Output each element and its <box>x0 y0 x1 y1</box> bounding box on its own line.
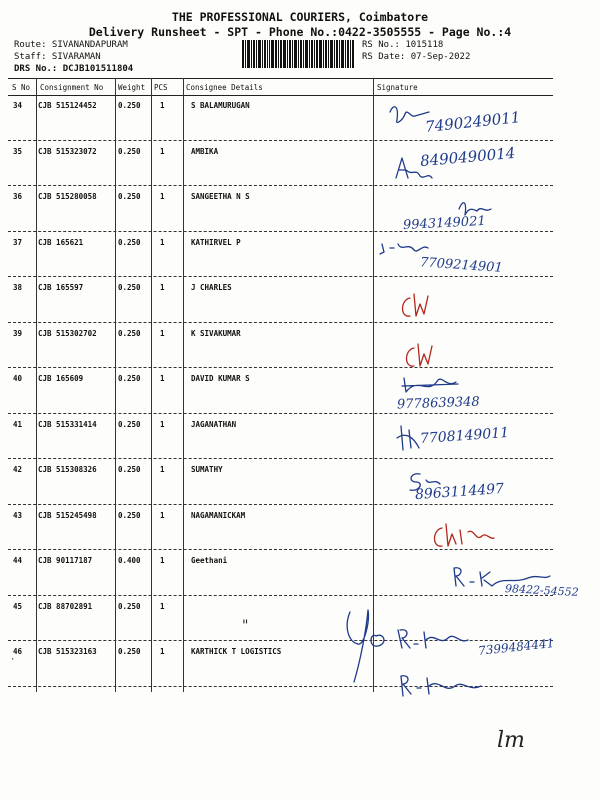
row-weight: 0.250 <box>118 192 141 201</box>
row-separator <box>8 322 553 323</box>
row-consignment-no: CJB 515245498 <box>38 510 97 520</box>
column-divider <box>115 78 116 692</box>
row-weight: 0.400 <box>118 556 141 565</box>
row-consignee: J CHARLES <box>191 283 232 292</box>
row-consignee: SANGEETHA N S <box>191 192 250 201</box>
row-pcs: 1 <box>160 510 165 520</box>
rs-number: RS No.: 1015118 <box>362 40 444 50</box>
staff-label: Staff: SIVARAMAN <box>14 52 101 62</box>
row-separator <box>8 231 553 232</box>
row-weight: 0.250 <box>118 283 141 292</box>
table-top-rule <box>8 78 553 79</box>
row-weight: 0.250 <box>118 146 141 156</box>
row-weight: 0.250 <box>118 601 141 611</box>
row-consignment-no: CJB 515280058 <box>38 192 97 201</box>
col-header-signature: Signature <box>377 83 418 92</box>
row-sno: 46 <box>13 647 23 656</box>
drs-number: DRS No.: DCJB101511804 <box>14 64 134 74</box>
row-consignee: S BALAMURUGAN <box>191 101 250 110</box>
row-pcs: 1 <box>160 419 165 429</box>
row-consignment-no: CJB 515323163 <box>38 647 97 656</box>
column-divider <box>151 78 152 692</box>
row-sno: 34 <box>13 101 23 110</box>
signature-row-43 <box>430 520 510 555</box>
company-title: THE PROFESSIONAL COURIERS, Coimbatore <box>171 10 429 24</box>
row-consignee: K SIVAKUMAR <box>191 328 241 338</box>
row-consignment-no: CJB 515302702 <box>38 328 97 338</box>
row-weight: 0.250 <box>118 101 141 110</box>
row-consignee: Geethani <box>191 556 228 565</box>
row-separator <box>8 504 553 505</box>
row-pcs: 1 <box>160 237 165 247</box>
row-consignment-no: CJB 165597 <box>38 283 84 292</box>
row-pcs: 1 <box>160 465 165 474</box>
table-header-rule <box>8 95 553 96</box>
ditto-mark: " <box>242 618 249 634</box>
signature-row-39 <box>402 340 442 375</box>
row-sno: 42 <box>13 465 23 474</box>
signature-phone-41: 7708149011 <box>419 424 510 448</box>
column-divider <box>36 78 37 692</box>
signature-phone-40: 9778639348 <box>396 394 480 413</box>
row-sno: 40 <box>13 374 23 383</box>
row-consignment-no: CJB 88702891 <box>38 601 93 611</box>
row-sno: 43 <box>13 510 23 520</box>
signature-phone-42: 8963114497 <box>414 480 505 504</box>
row-sno: 45 <box>13 601 23 611</box>
signature-row-40 <box>398 372 468 397</box>
signature-phone-34: 7490249011 <box>424 108 522 136</box>
row-sno: 35 <box>13 146 23 156</box>
col-header-sno: S No <box>12 83 31 92</box>
row-sno: 37 <box>13 237 23 247</box>
row-pcs: 1 <box>160 556 165 565</box>
row-weight: 0.250 <box>118 419 141 429</box>
row-separator <box>8 458 553 459</box>
row-separator <box>8 276 553 277</box>
route-label: Route: SIVANANDAPURAM <box>14 40 128 50</box>
row-pcs: 1 <box>160 328 165 338</box>
signature-row-46 <box>395 672 495 702</box>
row-pcs: 1 <box>160 374 165 383</box>
signature-phone-35: 8490490014 <box>419 143 517 171</box>
rs-date: RS Date: 07-Sep-2022 <box>362 52 471 62</box>
row-consignee: AMBIKA <box>191 146 219 156</box>
footer-initials: lm <box>497 728 525 753</box>
row-pcs: 1 <box>160 146 165 156</box>
row-consignment-no: CJB 515124452 <box>38 101 97 110</box>
row-pcs: 1 <box>160 101 165 110</box>
row-consignment-no: CJB 515308326 <box>38 465 97 474</box>
row-consignee: KARTHICK T LOGISTICS <box>191 647 282 656</box>
row-consignment-no: CJB 165621 <box>38 237 84 247</box>
signature-phone-46: 7399484441 <box>477 636 555 658</box>
signature-row-38 <box>398 290 438 325</box>
row-pcs: 1 <box>160 192 165 201</box>
barcode <box>242 40 354 68</box>
row-consignee: KATHIRVEL P <box>191 237 241 247</box>
row-consignee: NAGAMANICKAM <box>191 510 246 520</box>
row-sno: 41 <box>13 419 23 429</box>
row-separator <box>8 185 553 186</box>
row-sno: 38 <box>13 283 23 292</box>
row-consignee: JAGANATHAN <box>191 419 237 429</box>
row-weight: 0.250 <box>118 510 141 520</box>
row-sno: 44 <box>13 556 23 565</box>
row-weight: 0.250 <box>118 328 141 338</box>
row-consignment-no: CJB 515323072 <box>38 146 97 156</box>
row-consignee: DAVID KUMAR S <box>191 374 250 383</box>
signature-phone-44: 98422-54552 <box>504 582 579 599</box>
row-sno: 39 <box>13 328 23 338</box>
row-consignment-no: CJB 515331414 <box>38 419 97 429</box>
col-header-pcs: PCS <box>154 83 168 92</box>
row-weight: 0.250 <box>118 237 141 247</box>
scan-artifact-line <box>300 0 595 8</box>
row-consignment-no: CJB 165609 <box>38 374 84 383</box>
row-weight: 0.250 <box>118 374 141 383</box>
row-consignment-no: CJB 90117187 <box>38 556 93 565</box>
row-separator <box>8 413 553 414</box>
row-consignee: SUMATHY <box>191 465 223 474</box>
signature-phone-36: 9943149021 <box>402 213 487 234</box>
margin-mark: · <box>10 655 16 665</box>
row-weight: 0.250 <box>118 465 141 474</box>
row-pcs: 1 <box>160 647 165 656</box>
signature-phone-37: 7709214901 <box>419 255 504 276</box>
row-separator <box>8 595 553 596</box>
col-header-weight: Weight <box>118 83 146 92</box>
row-pcs: 1 <box>160 283 165 292</box>
col-header-consignee: Consignee Details <box>186 83 263 92</box>
row-weight: 0.250 <box>118 647 141 656</box>
column-divider <box>183 78 184 692</box>
col-header-consignment: Consignment No <box>40 83 104 92</box>
row-pcs: 1 <box>160 601 165 611</box>
column-divider <box>373 78 374 692</box>
row-separator <box>8 367 553 368</box>
row-sno: 36 <box>13 192 23 201</box>
runsheet-title: Delivery Runsheet - SPT - Phone No.:0422-3505555 - Page No.:4 <box>88 25 512 39</box>
